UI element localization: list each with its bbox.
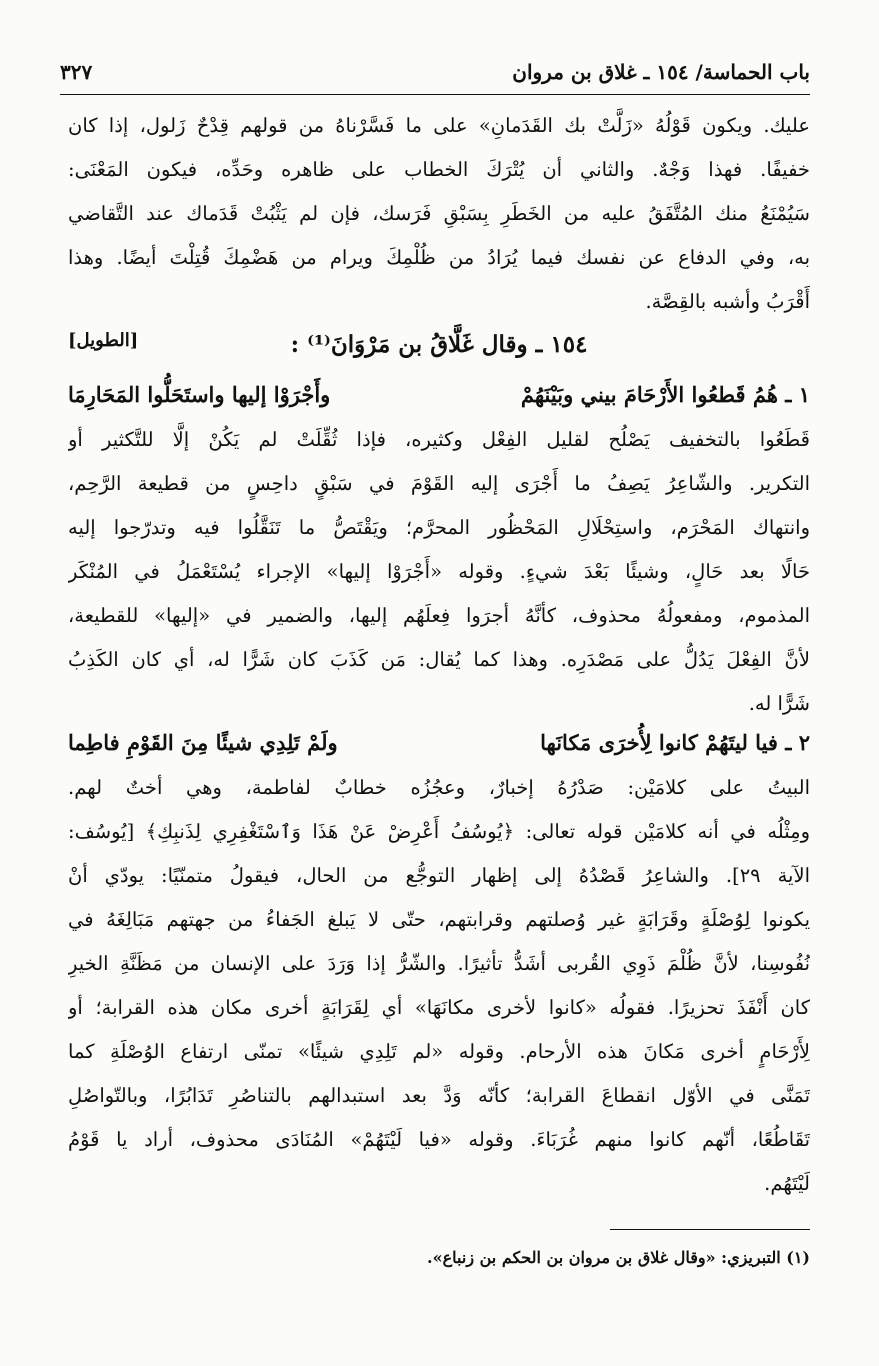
text-line: المذموم، ومفعولُهُ محذوف، كأنَّهُ أجرَوا فِعلَهُم إليها، والضمير في «إليها» للقطيعة، <box>68 604 810 627</box>
text-line: تَمَنَّى في الأوّل انقطاعَ القرابة؛ كأنّه وَدَّ بعد استبدالهم بالتناصُرِ تَدَابُرًا، وبالتّواصُلِ <box>68 1084 810 1107</box>
footnote-rule <box>610 1229 810 1230</box>
text-line: قَطَعُوا بالتخفيف يَصْلُح لقليل الفِعْل وكثيره، فإذا ثُقِّلَتْ لم يَكُنْ إلَّا للتَّكثير أو <box>68 428 810 451</box>
poem-title: ١٥٤ ـ وقال غَلَّاقُ بن مَرْوَانَ⁽¹⁾ : <box>290 330 588 358</box>
commentary-1 <box>68 418 810 726</box>
poem-title-row <box>68 322 810 366</box>
verse-1-ajuz: وأَجْرَوْا إليها واستَحَلُّوا المَحَارِمَا <box>68 381 331 407</box>
text-line: وانتهاك المَحْرَم، واستِحْلَالِ المَحْظُور المحرَّم؛ ويَقْتَصُّ ما تَنَقَّلُوا فيه وتدرّجوا إليه <box>68 516 810 539</box>
page-header <box>60 52 810 92</box>
text-line: أَقْرَبُ وأشبه بالقِصَّة. <box>645 290 810 313</box>
text-line: لَيْتَهُم. <box>764 1172 810 1195</box>
running-title: باب الحماسة/ ١٥٤ ـ غلاق بن مروان <box>512 60 810 84</box>
verse-1-sadr: ١ ـ هُمُ قَطعُوا الأَرْحَامَ بيني وبَيْنَهُمْ <box>520 381 810 407</box>
text-line: حَالًا بعد حَالٍ، وشيئًا بَعْدَ شيءٍ. وقوله «أَجْرَوْا إليها» الإجراء يُسْتَعْمَلُ في المُنْكَر <box>68 560 810 583</box>
intro-paragraph <box>68 104 810 324</box>
text-line: عليك. ويكون قَوْلُهُ «زَلَّتْ بك القَدَمانِ» على ما فَسَّرْناهُ من قولهم قِدْحٌ زَلول، إذا كان <box>68 114 810 137</box>
text-line: تَقَاطُعًا، أنّهم كانوا منهم غُرَبَاءَ. وقوله «فيا لَيْتَهُمْ» المُنَادَى محذوف، أراد يا قَوْمُ <box>68 1128 810 1151</box>
text-line: الآية ٢٩]. والشاعِرُ قَصْدُهُ إلى إظهار التوجُّع من الحال، فيقولُ متمنّيًا: يودّي أنْ <box>68 864 810 887</box>
text-line: البيتُ على كلامَيْن: صَدْرُهُ إخبارٌ، وعجُزُه خطابٌ لفاطمة، وهي أختٌ لهم. <box>68 776 810 799</box>
text-line: يكونوا لِوُصْلَةٍ وقَرَابَةٍ غير وُصلتهم وقرابتهم، حتّى لا يَبلغ الجَفاءُ من جهتهم مَبَالِغَهُ في <box>68 908 810 931</box>
commentary-2 <box>68 766 810 1206</box>
text-line: شَرًّا له. <box>748 692 810 715</box>
page-number: ٣٢٧ <box>60 60 93 84</box>
text-line: كان أَنْفَذَ تحزيرًا. فقولُه «كانوا لأخرى مكانَهَا» أي لِقَرَابَةٍ أخرى مكان هذه القرابة؛ أو <box>68 996 810 1019</box>
text-line: به، وفي الدفاع عن نفسك فيما يُرَادُ من ظُلْمِكَ ويرام من هَضْمِكَ قُتِلْتَ أيضًا. وهذا <box>68 246 810 269</box>
text-line: لِأَرْحَامٍ أخرى مَكانَ هذه الأرحام. وقوله «لم تَلِدِي شيئًا» تمنّى ارتفاع الوُصْلَةِ كما <box>68 1040 810 1063</box>
text-line: خفيفًا. فهذا وَجْهٌ. والثاني أن يُتْرَكَ الخطاب على ظاهره وحَدِّه، فيكون المَعْنَى: <box>68 158 810 181</box>
header-rule <box>60 94 810 95</box>
text-line: التكرير. والشّاعِرُ يَصِفُ ما أَجْرَى إليه القَوْمَ في سَبْقٍ داحِسٍ من قطيعة الرَّحِم، <box>68 472 810 495</box>
poem-meter: [الطويل] <box>68 330 139 351</box>
verse-1 <box>68 372 810 416</box>
text-line: ومِثْلُه في أنه كلامَيْن قوله تعالى: ﴿يُوسُفُ أَعْرِضْ عَنْ هَذَا وَٱسْتَغْفِرِي لِذَنبِكِ﴾ [يُوسُف: <box>68 820 810 843</box>
text-line: لأنَّ الفِعْلَ يَدُلُّ على مَصْدَرِه. وهذا كما يُقال: مَن كَذَبَ كان شَرًّا له، أي كان الكَذِبُ <box>68 648 810 671</box>
verse-2 <box>68 720 810 764</box>
text-line: سَيُمْنَعُ منك المُتَّفَقُ عليه من الخَطَرِ بِسَبْقِ فَرَسك، فإن لم يَثْبُتْ قَدَماك عند التَّقاضي <box>68 202 810 225</box>
text-line: نُفُوسِنا، لأنَّ ظُلْمَ ذَوِي القُربى أشَدُّ تأثيرًا. والشّرُّ إذا وَرَدَ على الإنسان من مَظَنَّةِ الخيرِ <box>68 952 810 975</box>
verse-2-sadr: ٢ ـ فيا ليتَهُمْ كانوا لِأُخرَى مَكانَها <box>540 729 810 755</box>
footnote: (١) التبريزي: «وقال غلاق بن مروان بن الحكم بن زنباع». <box>427 1248 810 1267</box>
verse-2-ajuz: ولَمْ تَلِدِي شيئًا مِنَ القَوْمِ فاطِما <box>68 729 338 755</box>
